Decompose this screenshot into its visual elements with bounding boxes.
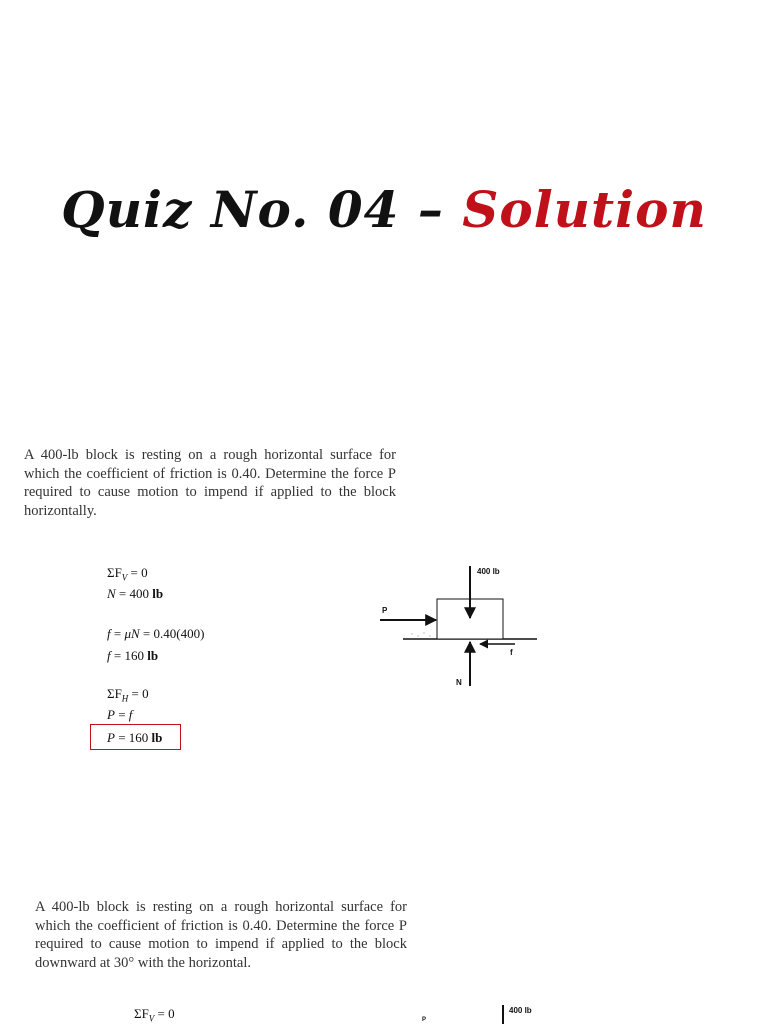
eq-var: f (128, 707, 133, 722)
label-force-p-2: P (422, 1017, 427, 1023)
eq-var: P (107, 730, 115, 745)
eq-sub: H (121, 693, 129, 704)
eq-rest: = 160 (110, 648, 148, 663)
label-weight-2: 400 lb (509, 1006, 532, 1015)
label-force-p: P (382, 606, 388, 615)
label-weight: 400 lb (477, 567, 500, 576)
eq-sigma: ΣF (107, 565, 122, 580)
problem-1-statement: A 400-lb block is resting on a rough horizontal surface for which the coefficient of friction is 0.40. Determine the force P required to cause motion to impend if applied to the block horizontally. (24, 447, 396, 519)
eq-var: f (107, 626, 111, 641)
eq-sub: V (148, 1013, 155, 1024)
problem-2-statement: A 400-lb block is resting on a rough horizontal surface for which the coefficient of friction is 0.40. Determine the force P required to cause motion to impend if applied to the block downward at 30° with the horizontal. (35, 899, 407, 971)
title-main: Quiz No. 04 – (61, 180, 463, 239)
eq-rest: = 0 (127, 565, 148, 580)
eq-unit: lb (151, 730, 163, 745)
eq-rest: = 160 (114, 730, 152, 745)
eq-sub: V (121, 572, 128, 583)
eq-unit: lb (152, 586, 164, 601)
eq-rest: = 400 (115, 586, 153, 601)
eq-rest: = (110, 626, 125, 641)
eq-sigma: ΣF (107, 686, 122, 701)
eq-unit: lb (147, 648, 159, 663)
eq-var: P (107, 707, 115, 722)
label-normal: N (456, 678, 462, 687)
title-accent: Solution (462, 180, 707, 239)
eq-var: N (107, 586, 116, 601)
eq-var: f (107, 648, 111, 663)
eq-rest: = 0 (154, 1006, 175, 1021)
eq-rest: = 0 (128, 686, 149, 701)
eq-rest: = (114, 707, 129, 722)
label-friction: f (510, 648, 513, 657)
eq-mu: μN (124, 626, 140, 641)
eq-rest: = 0.40(400) (139, 626, 205, 641)
eq-sigma: ΣF (134, 1006, 149, 1021)
